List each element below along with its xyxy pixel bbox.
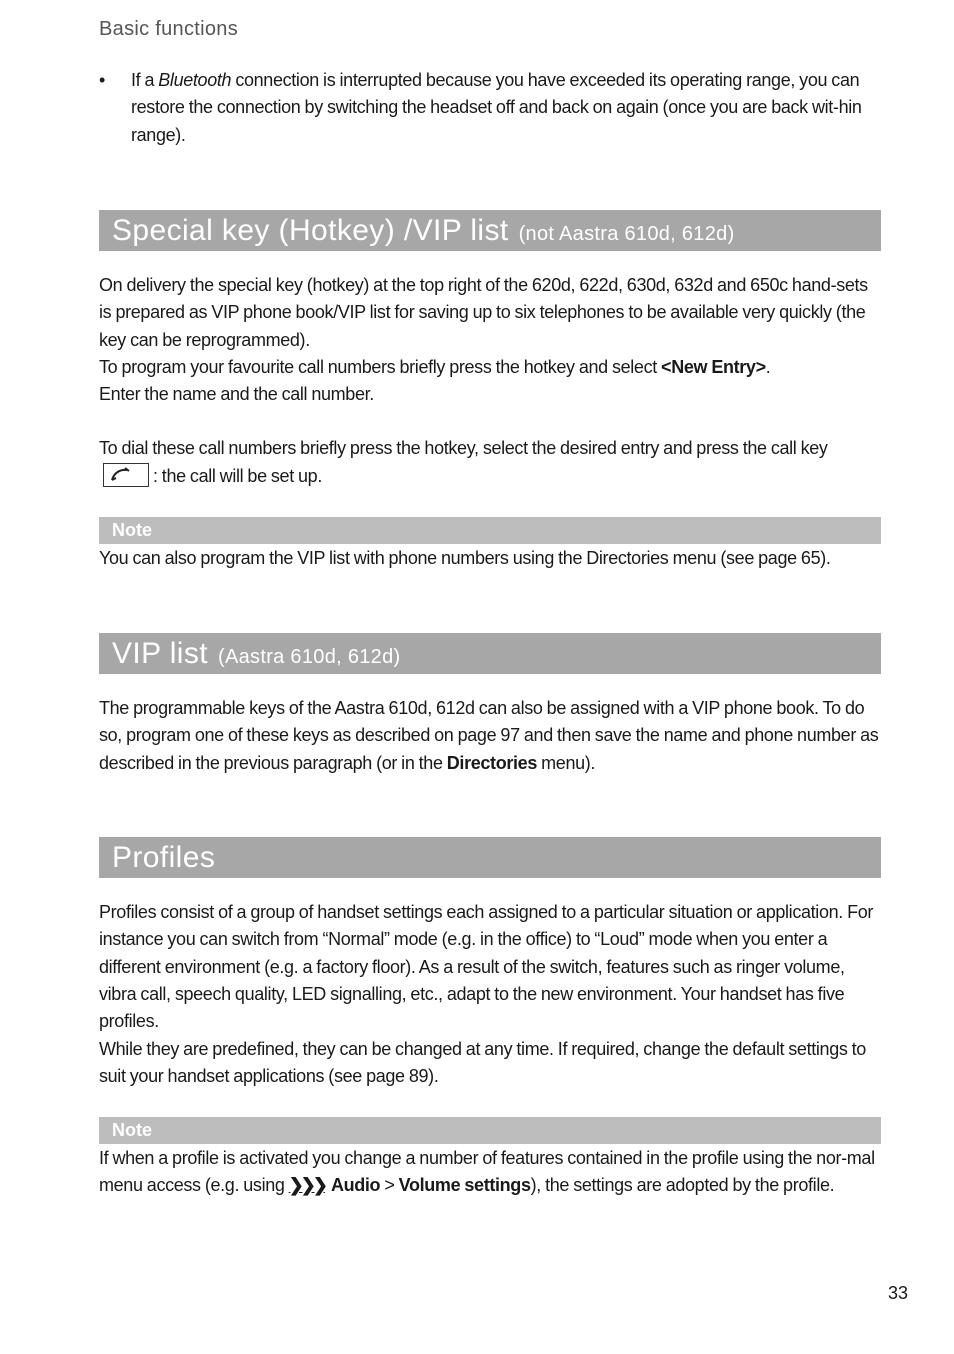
- section-label: Basic functions: [99, 18, 239, 40]
- bluetooth-term: Bluetooth: [158, 70, 232, 90]
- hotkey-section-heading: [99, 210, 881, 251]
- hotkey-note-text: You can also program the VIP list with phone numbers using the Directories menu (see page 65).: [99, 548, 831, 568]
- profiles-note-post: ), the settings are adopted by the profile.: [530, 1175, 835, 1196]
- bullet-item: [99, 67, 883, 149]
- menu-separator: >: [380, 1175, 399, 1196]
- vip-p-pre: The programmable keys of the Aastra 610d, 612d can also be assigned with a VIP phone book. To do so, program one of these keys as described on page 97 and then save the name and phone number as described in the previous paragraph (or in the: [99, 698, 879, 773]
- profiles-paragraph-1: Profiles consist of a group of handset settings each assigned to a particular situation or application. For instance you can switch from “Normal” mode (e.g. in the office) to “Loud” mode when you enter a different environment (e.g. a factory floor). As a result of the switch, features such as ringer volume, vibra call, speech quality, LED signalling, etc., adapt to the new environment. Your handset has five profiles.: [99, 902, 874, 1032]
- hotkey-paragraph-1: On delivery the special key (hotkey) at the top right of the 620d, 622d, 630d, 632d and 650c hand-sets is prepared as VIP phone book/VIP list for saving up to six telephones to be available very quickly (the key can be reprogrammed).: [99, 275, 868, 350]
- hotkey-p2-post: .: [765, 357, 771, 377]
- hotkey-paragraph-4: To dial these call numbers briefly press the hotkey, select the desired entry and press the call key: [99, 438, 828, 458]
- profiles-note-pre: If when a profile is activated you change a number of features contained in the profile using the nor-mal menu access (e.g. using: [99, 1148, 875, 1196]
- menu-chevrons-icon: ❯❯❯: [288, 1175, 325, 1196]
- hotkey-p2-pre: To program your favourite call numbers briefly press the hotkey and select: [99, 357, 662, 377]
- hotkey-paragraph-5: [103, 463, 887, 490]
- profiles-note-label: Note: [99, 1117, 881, 1144]
- hotkey-paragraph-2: [99, 354, 883, 381]
- profiles-section-title: Profiles: [112, 841, 216, 874]
- call-key-icon: [103, 463, 149, 487]
- hotkey-section-title: Special key (Hotkey) /VIP list: [112, 214, 509, 247]
- profiles-section-heading: [99, 837, 881, 878]
- vip-paragraph: [99, 695, 883, 777]
- page-number: 33: [888, 1283, 909, 1303]
- hotkey-paragraph-3: Enter the name and the call number.: [99, 384, 374, 404]
- volume-settings-term: Volume settings: [398, 1175, 531, 1196]
- bullet-text: [99, 67, 883, 149]
- vip-p-post: menu).: [536, 752, 596, 773]
- bullet-text-pre: If a: [131, 70, 159, 90]
- profiles-paragraph-2: While they are predefined, they can be changed at any time. If required, change the default settings to suit your handset applications (see page 89).: [99, 1039, 866, 1087]
- profiles-note-text: [99, 1145, 883, 1200]
- new-entry-term: <New Entry>: [661, 357, 766, 377]
- hotkey-note-label: Note: [99, 517, 881, 544]
- bullet-marker: •: [99, 70, 105, 90]
- vip-section-title: VIP list: [112, 637, 209, 670]
- vip-section-heading: [99, 633, 881, 674]
- audio-term: Audio: [330, 1175, 381, 1196]
- vip-section-subtitle: (Aastra 610d, 612d): [218, 646, 401, 668]
- directories-term: Directories: [446, 752, 537, 773]
- bullet-text-post: connection is interrupted because you have exceeded its operating range, you can restore the connection by switching the headset off and back on again (once you are back wit-hin range).: [131, 70, 862, 145]
- hotkey-p5-text: : the call will be set up.: [153, 466, 322, 486]
- hotkey-section-subtitle: (not Aastra 610d, 612d): [518, 223, 735, 245]
